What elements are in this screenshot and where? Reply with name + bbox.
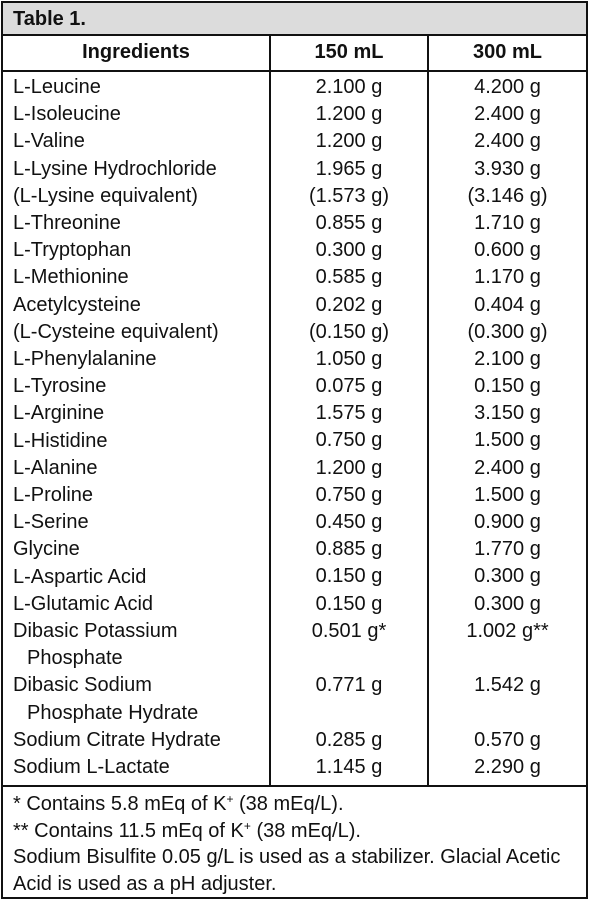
ingredient-name-continuation: Phosphate xyxy=(27,647,123,670)
table-footnotes xyxy=(3,787,586,897)
footnote-text: (38 mEq/L). xyxy=(233,793,344,815)
ingredient-name xyxy=(13,74,269,101)
ingredient-name xyxy=(13,156,269,183)
ingredient-name xyxy=(13,183,269,210)
amount-300ml: 2.400 g xyxy=(474,130,541,153)
ingredient-name xyxy=(13,564,269,591)
header-300ml: 300 mL xyxy=(473,41,542,63)
amount-300ml: 0.570 g xyxy=(474,728,541,751)
amount-150ml: 0.501 g* xyxy=(311,619,387,642)
ingredient-name-continuation: Phosphate Hydrate xyxy=(27,701,199,724)
ingredient-name-text: L-Threonine xyxy=(13,212,121,235)
ingredient-name-text: L-Leucine xyxy=(13,76,101,98)
footnote-text: ** Contains 11.5 mEq of K xyxy=(13,819,244,842)
amount-150ml: 0.285 g xyxy=(315,728,383,751)
ingredient-name-text: L-Phenylalanine xyxy=(13,348,157,371)
amount-300ml: 1.542 g xyxy=(474,674,541,697)
amount-300ml: 0.600 g xyxy=(474,239,541,262)
amount-300ml: 2.290 g xyxy=(474,755,541,778)
amount-300ml: 3.150 g xyxy=(474,402,541,425)
ingredient-name xyxy=(13,373,269,400)
ingredient-name-text: L-Alanine xyxy=(13,456,98,479)
ingredient-name-text: L-Arginine xyxy=(13,402,105,425)
ingredient-name-text: L-Serine xyxy=(13,511,89,534)
amount-150ml: 1.575 g xyxy=(315,402,383,425)
ingredient-name-text: Acetylcysteine xyxy=(13,293,141,316)
ingredient-name xyxy=(13,727,269,754)
ingredient-name xyxy=(13,101,269,128)
footnote-potassium-300 xyxy=(13,818,576,845)
ingredient-name xyxy=(13,536,269,563)
amount-150ml: 0.585 g xyxy=(315,266,383,289)
amount-300ml: 2.400 g xyxy=(474,456,541,479)
ingredient-name xyxy=(13,128,269,155)
amount-150ml: 1.965 g xyxy=(315,157,383,180)
ingredient-name xyxy=(13,591,269,618)
amount-150ml: 1.200 g xyxy=(315,130,383,153)
footnote-text: (38 mEq/L). xyxy=(250,819,361,842)
ingredients-column xyxy=(3,72,271,785)
ingredient-name xyxy=(13,346,269,373)
amount-300ml: 0.150 g xyxy=(474,375,541,398)
amount-150ml: 1.200 g xyxy=(315,103,383,126)
table-caption: Table 1. xyxy=(3,3,586,36)
ingredient-name xyxy=(13,428,269,455)
amount-150ml: 0.450 g xyxy=(315,511,383,533)
amount-300ml: 4.200 g xyxy=(474,76,541,98)
amount-300ml: 2.100 g xyxy=(474,347,541,370)
ingredient-name xyxy=(13,482,269,509)
amount-300ml: 1.500 g xyxy=(474,429,541,452)
amount-300ml: 3.930 g xyxy=(474,157,541,180)
ingredient-name xyxy=(13,319,269,346)
ingredients-table xyxy=(1,1,588,899)
amount-150ml: 0.750 g xyxy=(315,429,383,452)
amount-300ml: 0.404 g xyxy=(474,293,541,316)
amount-150ml: 1.145 g xyxy=(315,755,383,778)
amount-150ml: 2.100 g xyxy=(315,76,383,98)
amount-150ml-column xyxy=(271,72,429,785)
ingredient-name-text: Sodium L-Lactate xyxy=(13,756,170,779)
amount-150ml: 0.150 g xyxy=(315,592,383,615)
amount-300ml: 0.300 g xyxy=(474,592,541,615)
amount-300ml: 2.400 g xyxy=(474,103,541,126)
amount-300ml: (0.300 g) xyxy=(467,320,548,343)
ingredient-name-text: L-Lysine Hydrochloride xyxy=(13,157,217,180)
ingredient-name xyxy=(13,754,269,781)
header-ingredients: Ingredients xyxy=(3,36,271,70)
amount-150ml: 0.075 g xyxy=(315,375,383,398)
footnote-superscript: + xyxy=(243,818,251,833)
ingredient-name-text: L-Aspartic Acid xyxy=(13,565,147,588)
ingredient-name-text: L-Tyrosine xyxy=(13,375,107,398)
amount-300ml: (3.146 g) xyxy=(467,184,548,207)
amount-300ml: 0.900 g xyxy=(474,511,541,533)
header-150ml: 150 mL xyxy=(271,36,429,70)
ingredient-name xyxy=(13,672,269,726)
amount-150ml: 0.202 g xyxy=(315,293,383,316)
ingredient-name-text: L-Valine xyxy=(13,130,85,153)
ingredient-name-text: Dibasic Potassium xyxy=(13,620,178,643)
ingredient-name-text: Glycine xyxy=(13,538,80,561)
amount-150ml: 1.200 g xyxy=(315,456,383,479)
ingredient-name-text: L-Methionine xyxy=(13,266,129,289)
amount-150ml: (1.573 g) xyxy=(308,184,390,207)
table-header-row xyxy=(3,36,586,72)
amount-300ml-column xyxy=(429,72,586,785)
amount-300ml: 1.770 g xyxy=(474,538,541,561)
ingredient-name-text: L-Tryptophan xyxy=(13,239,132,262)
amount-300ml: 1.500 g xyxy=(474,483,541,506)
amount-150ml: 0.885 g xyxy=(315,538,383,561)
amount-300ml: 0.300 g xyxy=(474,565,541,588)
amount-150ml: 1.050 g xyxy=(315,347,383,370)
ingredient-name-text: L-Histidine xyxy=(13,429,108,452)
ingredient-name-text: L-Proline xyxy=(13,484,94,507)
amount-150ml: 0.855 g xyxy=(315,211,383,234)
ingredient-name-text: (L-Cysteine equivalent) xyxy=(13,320,219,343)
ingredient-name-text: Sodium Citrate Hydrate xyxy=(13,728,221,751)
table-body xyxy=(3,72,586,787)
footnote-text: * Contains 5.8 mEq of K xyxy=(13,793,227,815)
amount-150ml: 0.750 g xyxy=(315,483,383,506)
ingredient-name xyxy=(13,400,269,427)
amount-150ml: 0.771 g xyxy=(315,674,383,697)
ingredient-name-text: L-Glutamic Acid xyxy=(13,592,154,615)
footnote-superscript: + xyxy=(226,792,234,806)
ingredient-name-text: L-Isoleucine xyxy=(13,103,121,126)
amount-300ml: 1.170 g xyxy=(474,266,541,289)
ingredient-name xyxy=(13,210,269,237)
amount-300ml: 1.002 g** xyxy=(466,619,549,642)
amount-300ml: 1.710 g xyxy=(474,211,541,234)
ingredient-name xyxy=(13,455,269,482)
amount-150ml: 0.150 g xyxy=(315,565,383,588)
ingredient-name xyxy=(13,264,269,291)
ingredient-name xyxy=(13,292,269,319)
amount-150ml: 0.300 g xyxy=(315,239,383,262)
ingredient-name-text: Dibasic Sodium xyxy=(13,674,152,697)
ingredient-name xyxy=(13,618,269,672)
amount-150ml: (0.150 g) xyxy=(308,320,390,343)
ingredient-name xyxy=(13,237,269,264)
footnote-potassium-150 xyxy=(13,791,576,818)
ingredient-name xyxy=(13,509,269,536)
footnote-stabilizer: Sodium Bisulfite 0.05 g/L is used as a stabilizer. Glacial Acetic Acid is used as a pH adjuster. xyxy=(13,846,561,895)
ingredient-name-text: (L-Lysine equivalent) xyxy=(13,184,198,207)
